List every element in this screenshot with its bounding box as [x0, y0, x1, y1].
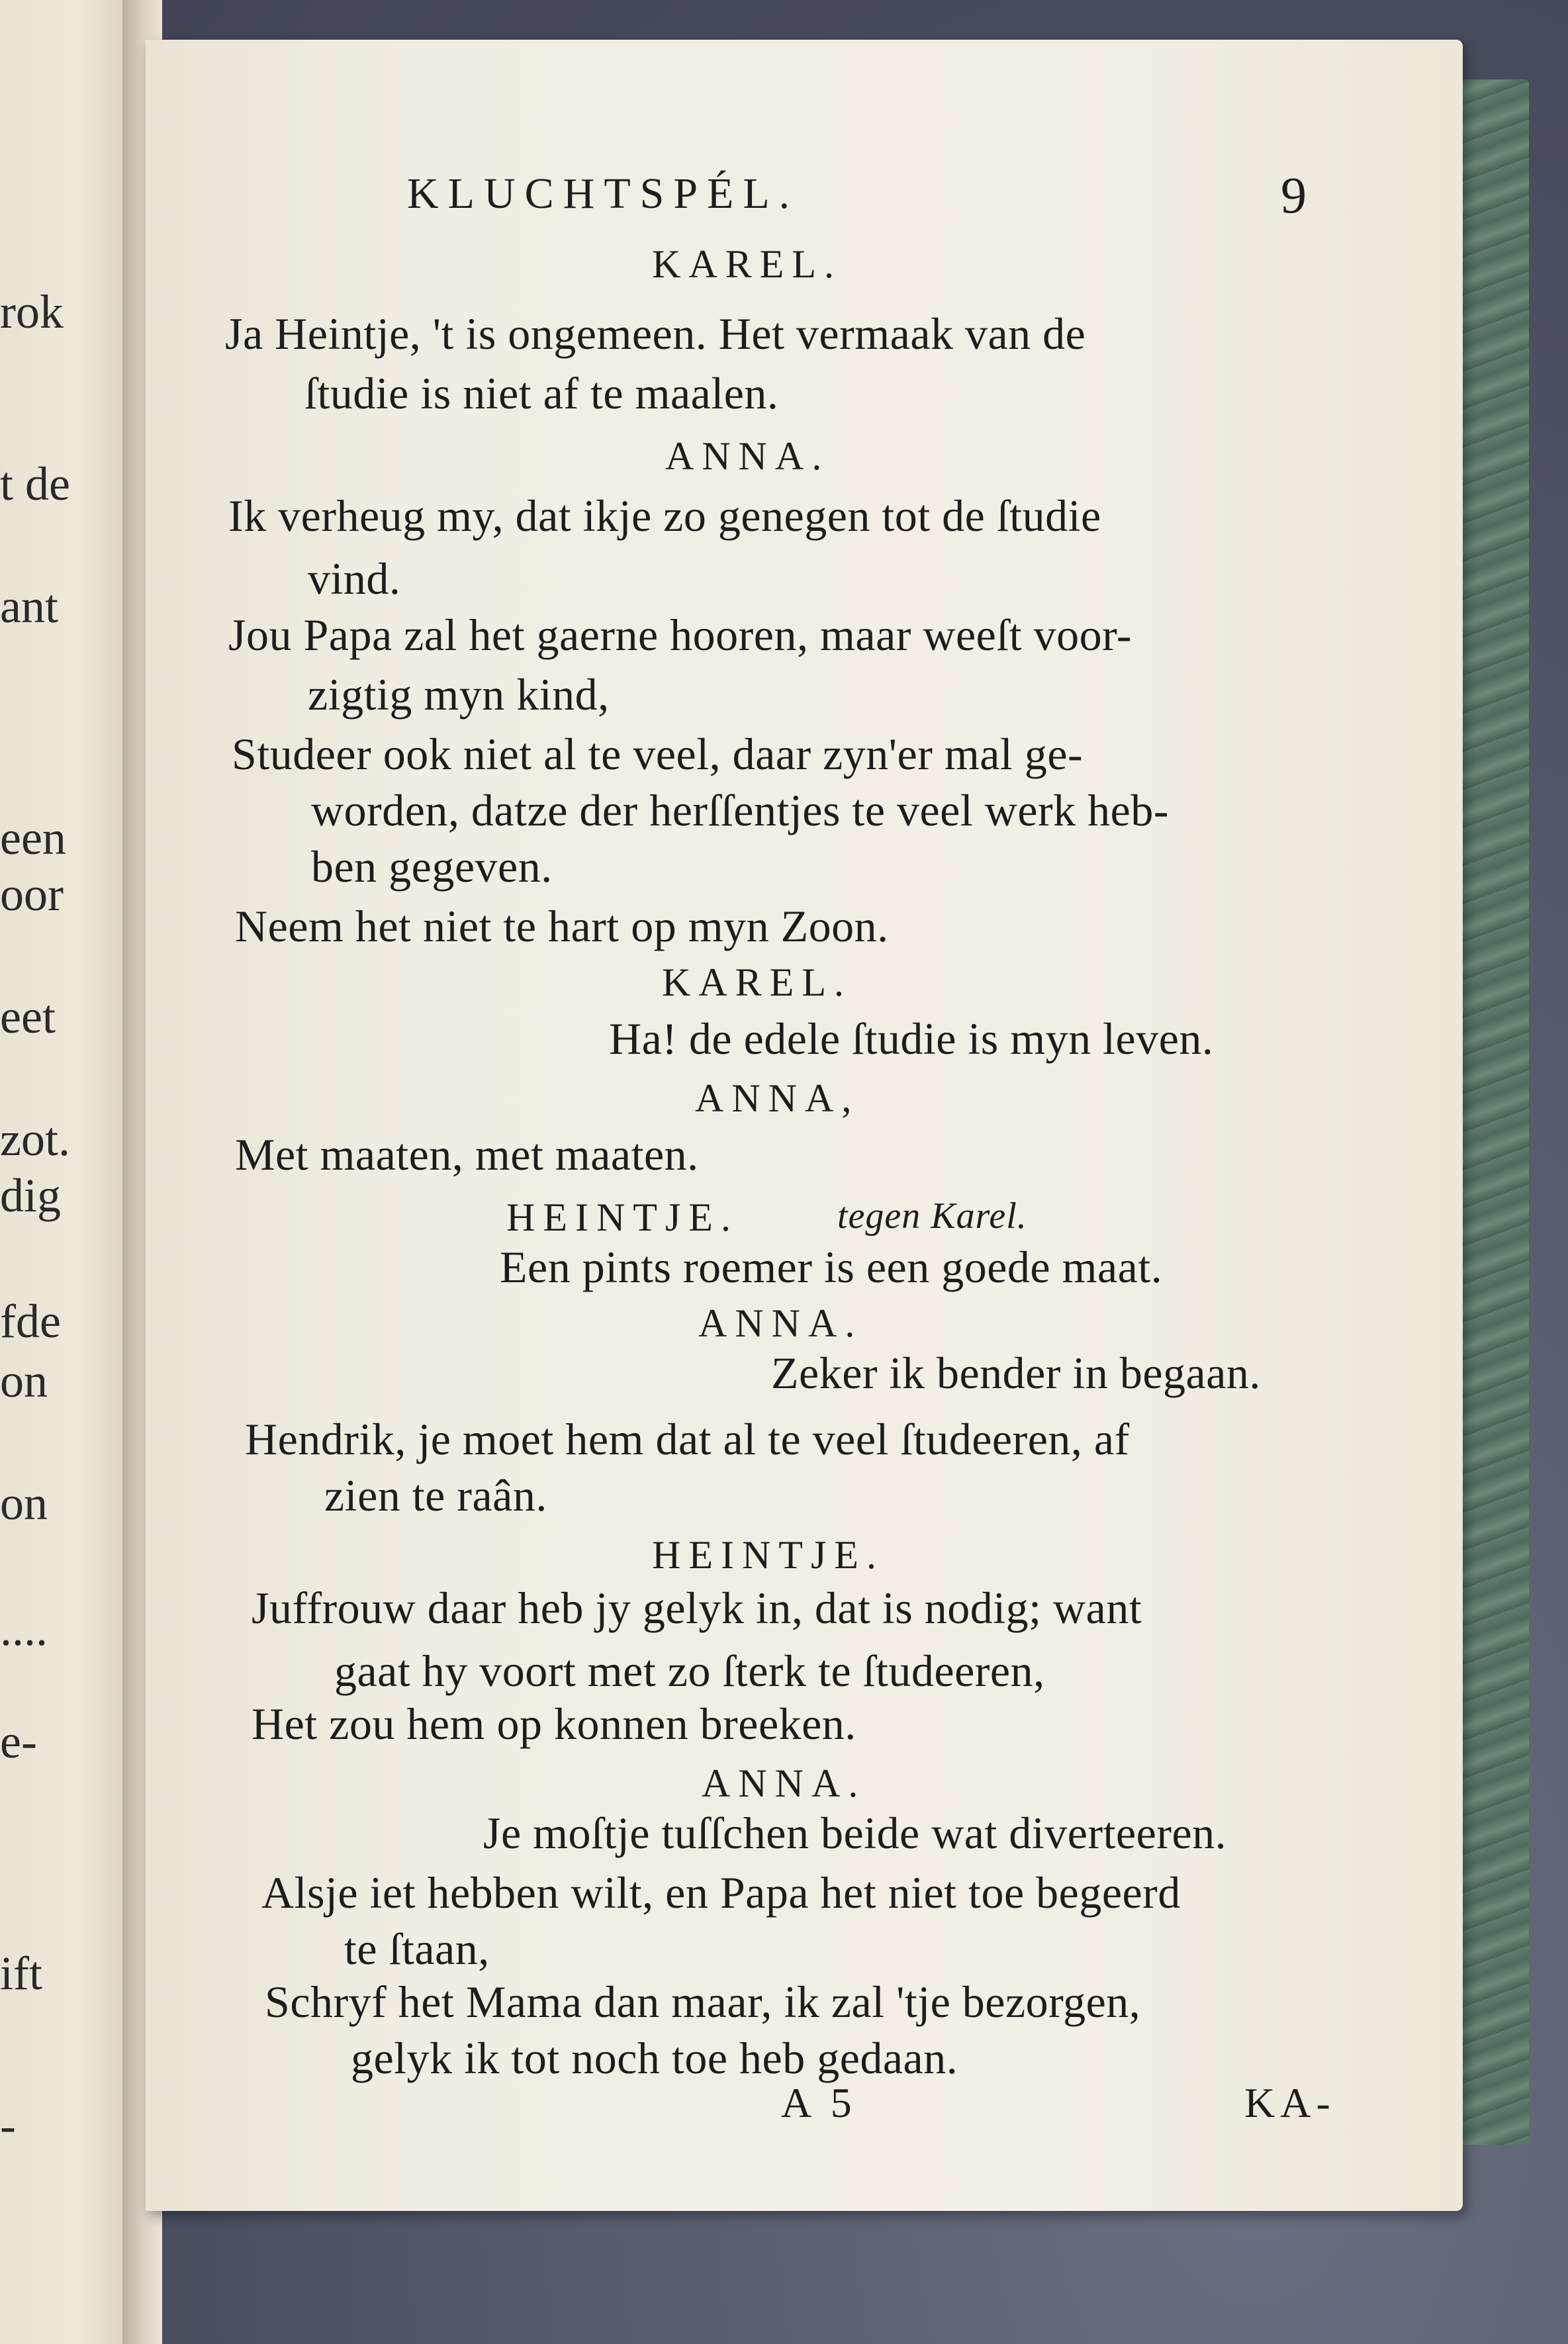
verse-line: Hendrik, je moet hem dat al te veel ſtudeeren, af	[245, 1414, 1130, 1464]
verse-line: Alsje iet hebben wilt, en Papa het niet toe begeerd	[261, 1867, 1181, 1918]
verse-line: Met maaten, met maaten.	[235, 1129, 699, 1180]
verse-line: zigtig myn kind,	[308, 669, 610, 720]
left-page-fragment: dig	[0, 1169, 62, 1222]
verse-line: Je moſtje tuſſchen beide wat diverteeren.	[483, 1808, 1227, 1858]
verse-line: zien te raân.	[324, 1470, 547, 1521]
verse-line: te ſtaan,	[344, 1924, 490, 1974]
verse-line: gaat hy voort met zo ſterk te ſtudeeren,	[334, 1646, 1045, 1696]
verse-line: Neem het niet te hart op myn Zoon.	[235, 901, 889, 951]
verse-line: Ha! de edele ſtudie is myn leven.	[609, 1013, 1214, 1064]
left-page-fragment: ift	[0, 1947, 42, 2000]
left-page-fragment: e-	[0, 1715, 37, 1768]
verse-line: Juffrouw daar heb jy gelyk in, dat is nodig; want	[252, 1583, 1142, 1633]
verse-line: Een pints roemer is een goede maat.	[500, 1242, 1163, 1292]
signature-mark: A 5	[781, 2079, 857, 2126]
verse-line: ben gegeven.	[311, 841, 553, 892]
left-page-fragment: fde	[0, 1295, 61, 1348]
verse-line: Ja Heintje, 't is ongemeen. Het vermaak van de	[225, 308, 1086, 359]
speaker-heading: KAREL.	[662, 961, 852, 1004]
page-number: 9	[1281, 166, 1307, 224]
left-page-fragment: een	[0, 812, 66, 865]
verse-line: Zeker ik bender in begaan.	[771, 1348, 1261, 1398]
left-page-fragment: -	[0, 2099, 16, 2152]
verse-line: Het zou hem op konnen breeken.	[252, 1699, 856, 1749]
stage-direction: tegen Karel.	[837, 1195, 1027, 1237]
catchword: KA-	[1244, 2079, 1336, 2126]
left-page-fragment: on	[0, 1477, 48, 1530]
left-page-fragment: ....	[0, 1603, 48, 1656]
running-head: KLUCHTSPÉL.	[407, 169, 800, 218]
right-page	[146, 40, 1463, 2211]
left-page-fragment: t de	[0, 457, 70, 510]
verse-line: vind.	[308, 553, 401, 604]
speaker-heading: ANNA.	[698, 1301, 863, 1345]
left-page	[0, 0, 132, 2344]
left-page-fragment: on	[0, 1354, 48, 1407]
left-page-fragment: eet	[0, 990, 56, 1043]
verse-line: Jou Papa zal het gaerne hooren, maar weeſt voor-	[228, 610, 1132, 660]
verse-line: Schryf het Mama dan maar, ik zal 'tje bezorgen,	[265, 1977, 1141, 2027]
speaker-heading: ANNA.	[665, 434, 830, 478]
speaker-heading: ANNA,	[695, 1076, 860, 1120]
verse-line: Studeer ook niet al te veel, daar zyn'er mal ge-	[232, 729, 1084, 779]
verse-line: Ik verheug my, dat ikje zo genegen tot de ſtudie	[228, 491, 1101, 541]
speaker-heading: HEINTJE.	[652, 1533, 884, 1577]
left-page-fragment: zot.	[0, 1113, 70, 1166]
verse-line: gelyk ik tot noch toe heb gedaan.	[351, 2033, 958, 2083]
left-page-fragment: rok	[0, 285, 64, 338]
speaker-heading: KAREL.	[652, 242, 842, 286]
speaker-heading: HEINTJE.	[506, 1195, 739, 1239]
verse-line: ſtudie is niet af te maalen.	[304, 368, 779, 418]
left-page-fragment: ant	[0, 580, 58, 633]
speaker-heading: ANNA.	[702, 1761, 866, 1805]
verse-line: worden, datze der herſſentjes te veel werk heb-	[311, 785, 1170, 835]
left-page-fragment: oor	[0, 868, 64, 921]
